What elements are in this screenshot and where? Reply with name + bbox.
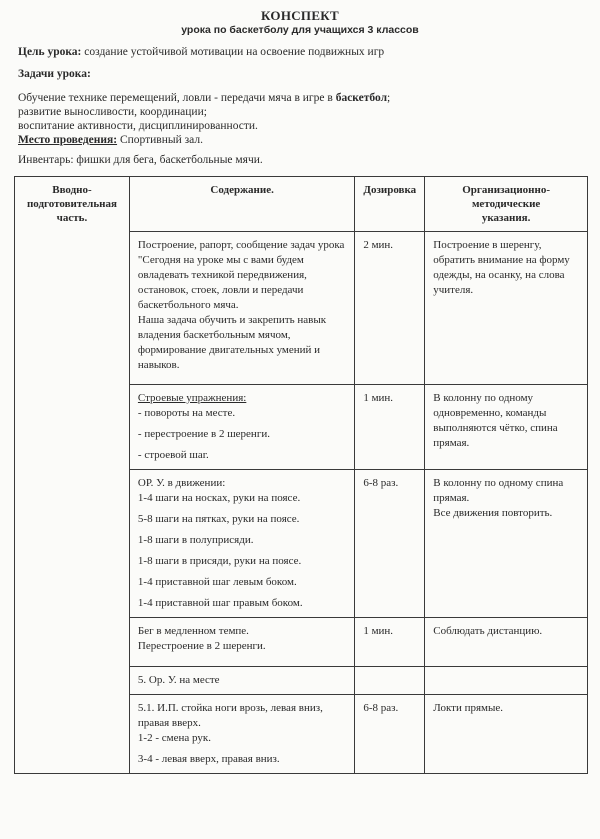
tasks-line-1-pre: Обучение технике перемещений, ловли - передачи мяча в игре в bbox=[18, 92, 336, 104]
content-cell bbox=[129, 618, 354, 667]
doc-subtitle: урока по баскетболу для учащихся 3 классов bbox=[181, 24, 419, 36]
content-text: - строевой шаг. bbox=[137, 449, 209, 461]
content-text: - повороты на месте. bbox=[137, 407, 236, 419]
notes-cell: В колонну по одному спина прямая. Все движения повторить. bbox=[425, 470, 588, 618]
tasks-line-1-bold: баскетбол bbox=[335, 92, 388, 104]
dosage-cell: 6-8 раз. bbox=[355, 695, 425, 774]
content-text: Построение, рапорт, сообщение задач урока "Сегодня на уроке мы с вами будем овладевать техникой передвижения, остановок, стоек, ловли и передачи баскетбольного мяча. bbox=[137, 239, 345, 311]
dosage-cell bbox=[355, 667, 425, 695]
content-cell bbox=[129, 470, 354, 618]
content-text: 3-4 - левая вверх, правая вниз. bbox=[137, 753, 280, 765]
part-header: Вводно- подготовительная часть. bbox=[15, 177, 130, 774]
tasks-line-3: воспитание активности, дисциплинированности. bbox=[18, 120, 258, 132]
content-text: 1-2 - смена рук. bbox=[137, 732, 211, 744]
content-text: ОР. У. в движении: bbox=[137, 477, 226, 489]
content-text: 1-8 шаги в полуприсяди. bbox=[137, 534, 254, 546]
goal-text: создание устойчивой мотивации на освоение подвижных игр bbox=[81, 46, 385, 58]
content-text: - перестроение в 2 шеренги. bbox=[137, 428, 270, 440]
tasks-line-1 bbox=[18, 92, 390, 104]
notes-header: Организационно- методические указания. bbox=[425, 177, 588, 232]
content-cell bbox=[129, 232, 354, 385]
place-label: Место проведения: bbox=[18, 134, 118, 146]
content-cell bbox=[129, 385, 354, 470]
content-header: Содержание. bbox=[129, 177, 354, 232]
notes-cell bbox=[425, 667, 588, 695]
content-text: 5-8 шаги на пятках, руки на поясе. bbox=[137, 513, 300, 525]
content-text: 1-4 шаги на носках, руки на поясе. bbox=[137, 492, 301, 504]
content-cell bbox=[129, 667, 354, 695]
content-text: 1-4 приставной шаг правым боком. bbox=[137, 597, 303, 609]
notes-cell: Локти прямые. bbox=[425, 695, 588, 774]
notes-cell: Построение в шеренгу, обратить внимание на форму одежды, на осанку, на слова учителя. bbox=[425, 232, 588, 385]
content-text: 5.1. И.П. стойка ноги врозь, левая вниз, правая вверх. bbox=[137, 702, 323, 729]
lesson-plan-table bbox=[14, 176, 588, 774]
doc-title: КОНСПЕКТ bbox=[261, 8, 339, 23]
inventory-line: Инвентарь: фишки для бега, баскетбольные мячи. bbox=[18, 154, 263, 166]
dosage-cell: 2 мин. bbox=[355, 232, 425, 385]
content-text: 1-8 шаги в присяди, руки на поясе. bbox=[137, 555, 302, 567]
notes-cell: Соблюдать дистанцию. bbox=[425, 618, 588, 667]
dosage-cell: 1 мин. bbox=[355, 618, 425, 667]
tasks-line-2: развитие выносливости, координации; bbox=[18, 106, 207, 118]
content-text: Перестроение в 2 шеренги. bbox=[137, 640, 266, 652]
dosage-cell: 6-8 раз. bbox=[355, 470, 425, 618]
table-header-row bbox=[15, 177, 588, 232]
goal-label: Цель урока: bbox=[18, 46, 82, 58]
dosage-cell: 1 мин. bbox=[355, 385, 425, 470]
content-text: Наша задача обучить и закрепить навык владения баскетбольным мячом, формирование двигательных умений и навыков. bbox=[137, 314, 327, 371]
tasks-line-1-post: ; bbox=[387, 92, 391, 104]
place-text: Спортивный зал. bbox=[117, 134, 203, 146]
goal-line bbox=[18, 46, 384, 58]
notes-cell: В колонну по одному одновременно, команды выполняются чётко, спина прямая. bbox=[425, 385, 588, 470]
content-text: Бег в медленном темпе. bbox=[137, 625, 249, 637]
dosage-header: Дозировка bbox=[355, 177, 425, 232]
content-text: 5. Ор. У. на месте bbox=[137, 674, 220, 686]
content-cell bbox=[129, 695, 354, 774]
tasks-label: Задачи урока: bbox=[18, 68, 91, 80]
content-text: 1-4 приставной шаг левым боком. bbox=[137, 576, 297, 588]
content-text: Строевые упражнения: bbox=[137, 392, 247, 404]
place-line bbox=[18, 134, 203, 146]
